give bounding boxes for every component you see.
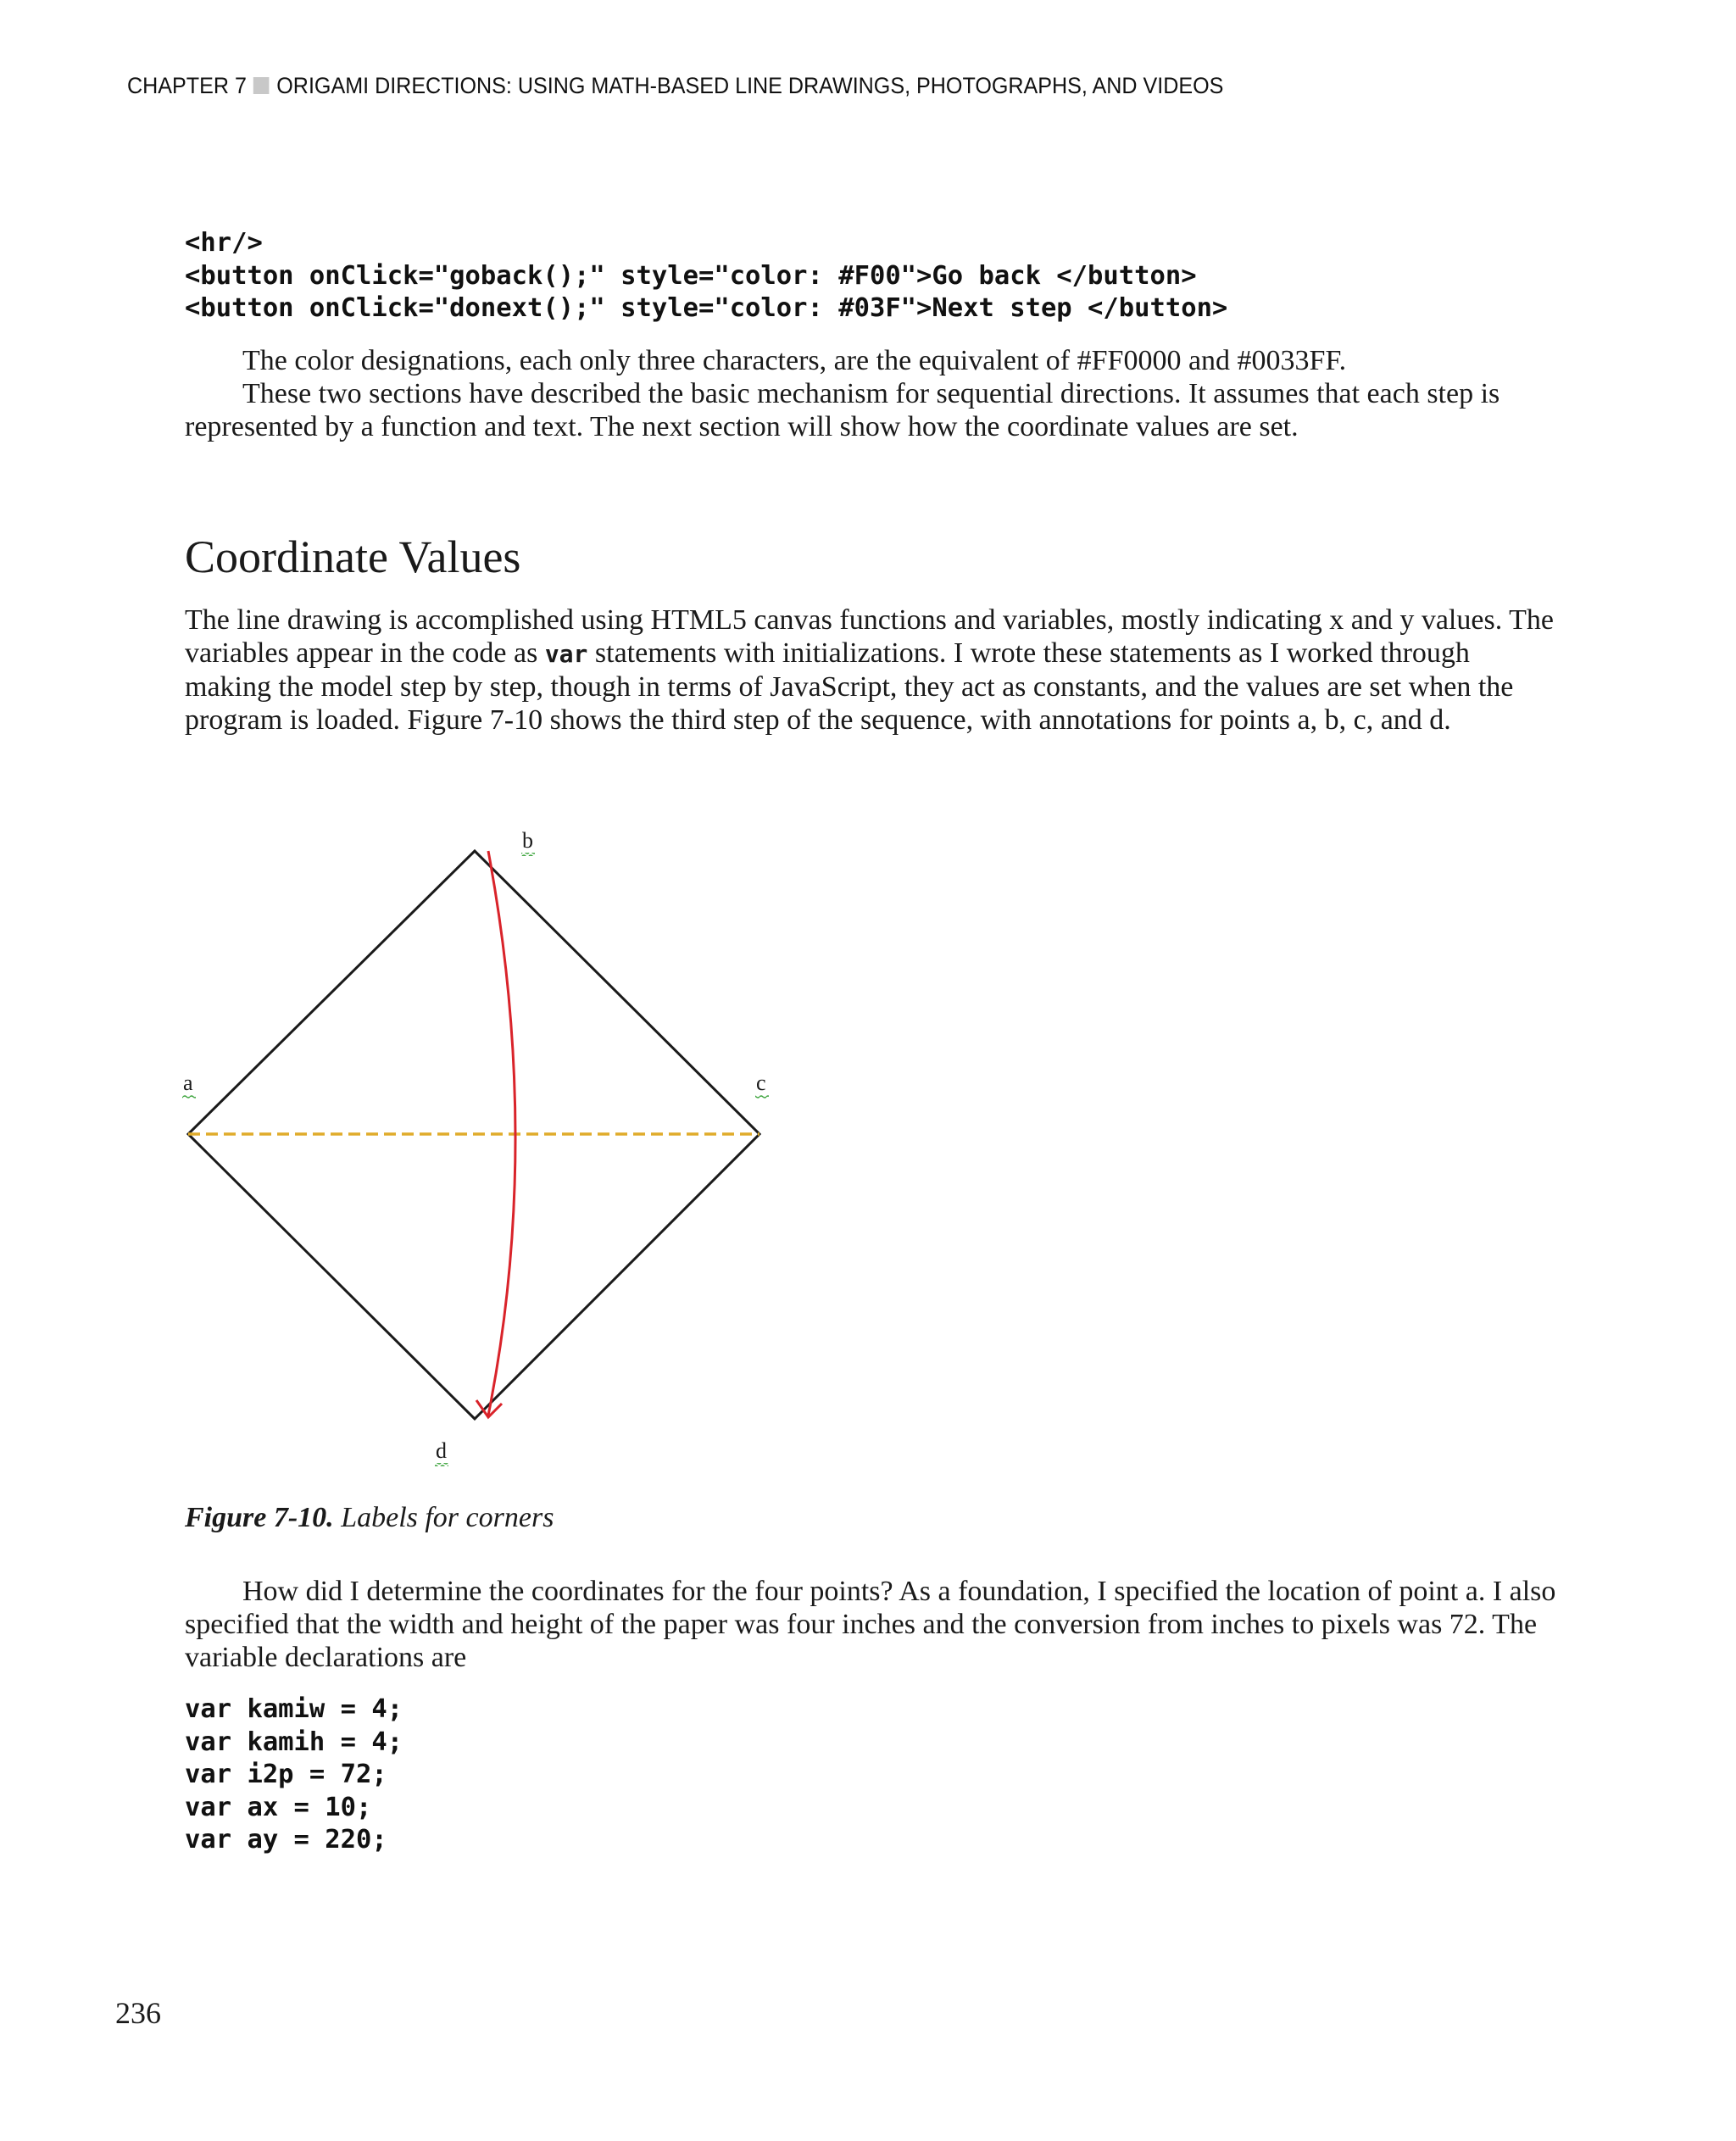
figure-7-10 — [170, 820, 780, 1486]
running-head — [127, 73, 1223, 99]
color-explanation — [185, 344, 1558, 443]
chapter-label: CHAPTER 7 — [127, 73, 247, 98]
paragraph — [185, 603, 1558, 737]
spellcheck-underline — [755, 1095, 769, 1098]
inline-code: var — [544, 640, 588, 668]
code-line: <button onClick="donext();" style="color: #03F">Next step </button> — [185, 293, 1228, 323]
html-code-block — [185, 227, 1227, 325]
figure-caption-text: Labels for corners — [333, 1502, 554, 1533]
section-heading: Coordinate Values — [185, 531, 521, 582]
figure-number: Figure 7-10. — [185, 1502, 334, 1533]
code-line: var ax = 10; — [185, 1792, 372, 1822]
text-run: statements with initializations. I wrote these statements as I worked through making the model step by step, though in terms of JavaScript, they act as constants, and the values are set when the program is loaded. Figure 7-10 shows the third step of the sequence, with annotations for points a, b, c, and d. — [185, 637, 1514, 736]
figure-caption — [185, 1502, 554, 1534]
spellcheck-underline — [435, 1463, 448, 1466]
spellcheck-underline — [182, 1095, 196, 1098]
code-line: var i2p = 72; — [185, 1760, 387, 1789]
coordinate-intro — [185, 603, 1558, 737]
code-line: <button onClick="goback();" style="color: #F00">Go back </button> — [185, 260, 1197, 291]
corner-label-d: d — [436, 1438, 447, 1463]
code-line: var ay = 220; — [185, 1825, 387, 1855]
corner-label-b: b — [522, 828, 533, 853]
coordinate-explanation — [185, 1575, 1558, 1674]
code-line: <hr/> — [185, 228, 263, 258]
square-separator-icon — [253, 77, 269, 94]
code-line: var kamiw = 4; — [185, 1694, 403, 1724]
paragraph: How did I determine the coordinates for the four points? As a foundation, I specified the location of point a. I also specified that the width and height of the paper was four inches and the conversion from inches to pixels was 72. The variable declarations are — [185, 1576, 1556, 1673]
chapter-title: ORIGAMI DIRECTIONS: USING MATH-BASED LINE DRAWINGS, PHOTOGRAPHS, AND VIDEOS — [276, 73, 1224, 98]
corner-label-a: a — [183, 1070, 193, 1095]
variable-code-block — [185, 1693, 403, 1857]
text-run: The line drawing is accomplished using HTML5 canvas functions and variables, mostly indicating x and y values. The variables appear in the code as — [185, 604, 1554, 669]
corner-label-c: c — [756, 1070, 766, 1095]
paragraph: These two sections have described the basic mechanism for sequential directions. It assumes that each step is represented by a function and text. The next section will show how the coordinate values are set. — [185, 378, 1500, 442]
spellcheck-underline — [521, 853, 535, 856]
paragraph: The color designations, each only three characters, are the equivalent of #FF0000 and #0033FF. — [242, 345, 1347, 376]
fold-diagram — [170, 820, 780, 1482]
page-number: 236 — [115, 1996, 161, 2030]
code-line: var kamih = 4; — [185, 1727, 403, 1757]
